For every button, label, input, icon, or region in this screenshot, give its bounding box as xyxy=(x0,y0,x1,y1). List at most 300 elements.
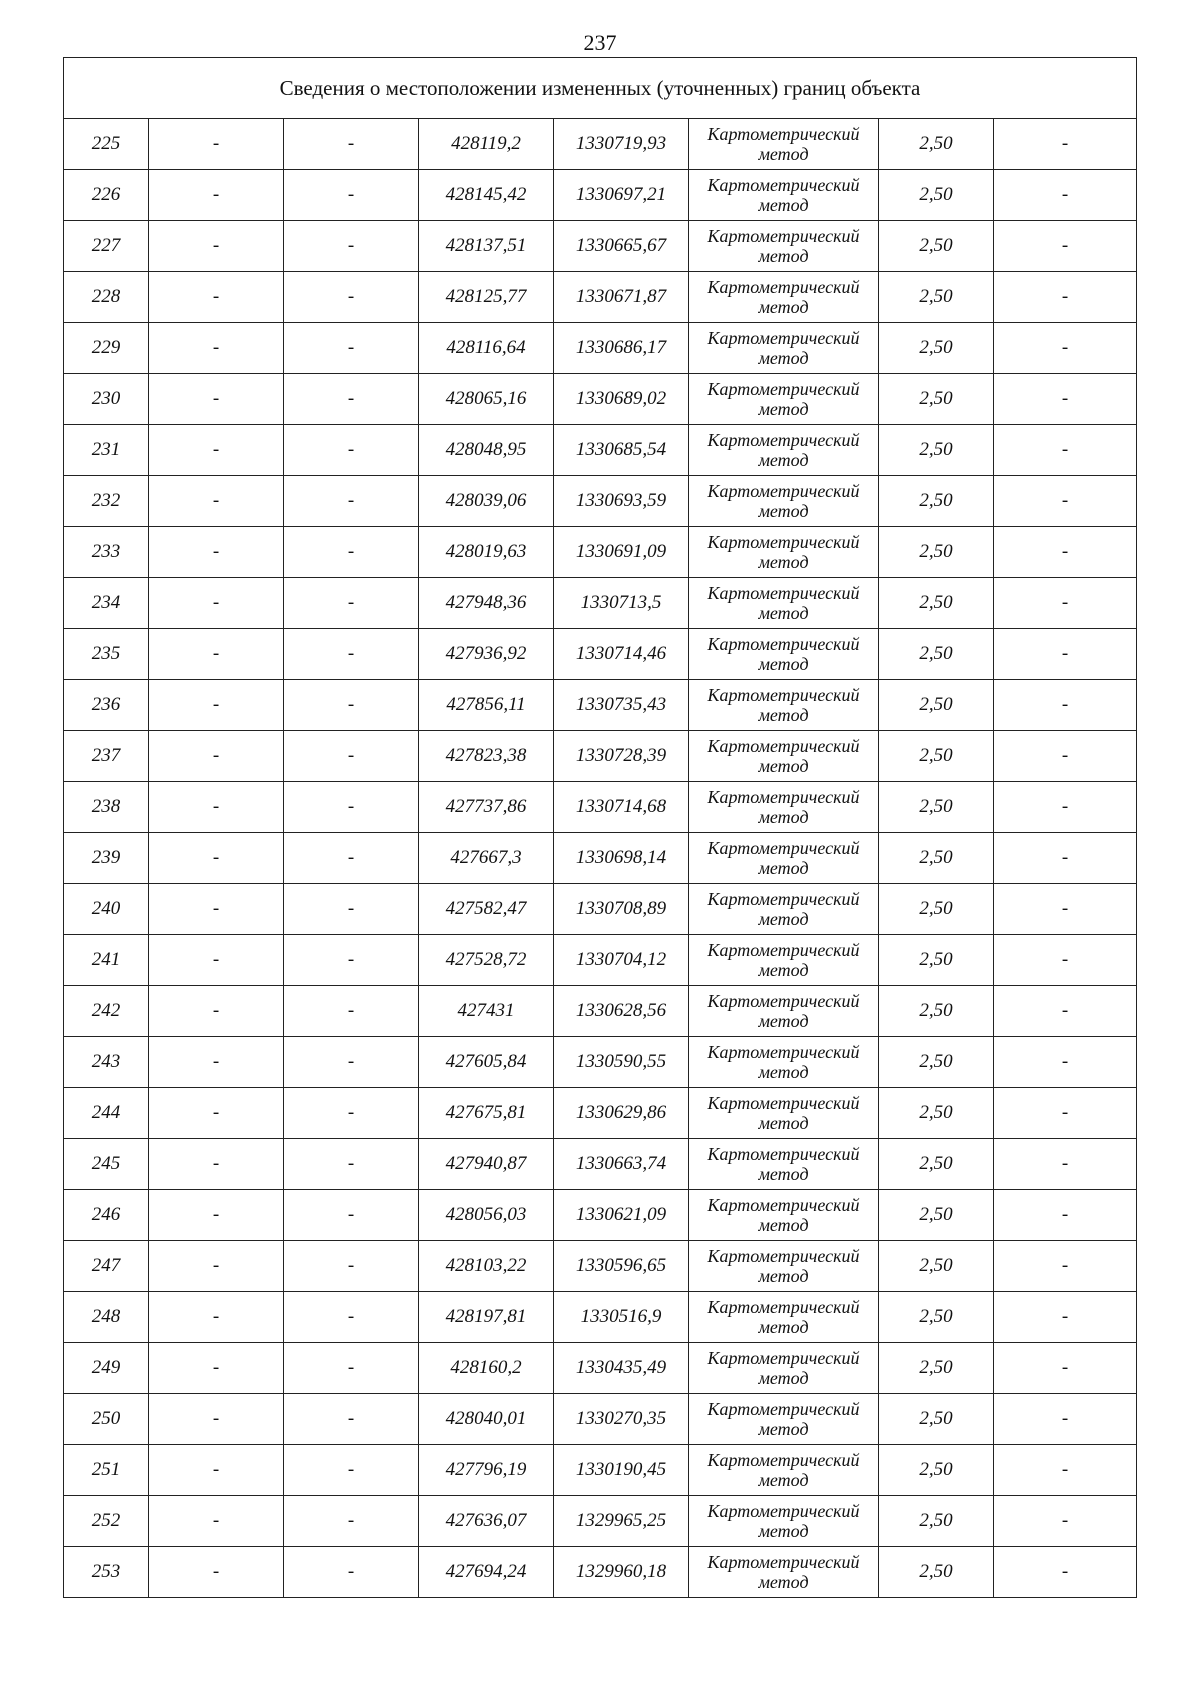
description-cell: - xyxy=(994,1088,1137,1139)
new-y-cell: 1330714,68 xyxy=(554,782,689,833)
new-x-cell: 427528,72 xyxy=(419,935,554,986)
method-cell xyxy=(689,1037,879,1088)
new-x-cell: 427694,24 xyxy=(419,1547,554,1598)
point-number-cell: 253 xyxy=(64,1547,149,1598)
point-number-cell: 246 xyxy=(64,1190,149,1241)
new-y-cell: 1330693,59 xyxy=(554,476,689,527)
precision-cell: 2,50 xyxy=(879,1088,994,1139)
method-cell xyxy=(689,1547,879,1598)
table-row xyxy=(64,782,1137,833)
method-line-2: метод xyxy=(758,1419,809,1439)
description-cell: - xyxy=(994,1394,1137,1445)
method-line-2: метод xyxy=(758,705,809,725)
new-x-cell: 428039,06 xyxy=(419,476,554,527)
new-x-cell: 427796,19 xyxy=(419,1445,554,1496)
new-y-cell: 1330590,55 xyxy=(554,1037,689,1088)
method-line-2: метод xyxy=(758,195,809,215)
method-line-1: Картометрический xyxy=(707,1195,860,1215)
new-x-cell: 427936,92 xyxy=(419,629,554,680)
new-x-cell: 427823,38 xyxy=(419,731,554,782)
method-cell xyxy=(689,476,879,527)
new-y-cell: 1330708,89 xyxy=(554,884,689,935)
new-y-cell: 1330691,09 xyxy=(554,527,689,578)
method-line-2: метод xyxy=(758,144,809,164)
method-line-1: Картометрический xyxy=(707,532,860,552)
method-line-2: метод xyxy=(758,1368,809,1388)
old-y-cell: - xyxy=(284,1547,419,1598)
new-x-cell: 428125,77 xyxy=(419,272,554,323)
old-y-cell: - xyxy=(284,1343,419,1394)
description-cell: - xyxy=(994,578,1137,629)
method-line-2: метод xyxy=(758,756,809,776)
table-row xyxy=(64,527,1137,578)
old-y-cell: - xyxy=(284,170,419,221)
old-y-cell: - xyxy=(284,1496,419,1547)
old-y-cell: - xyxy=(284,1139,419,1190)
point-number-cell: 249 xyxy=(64,1343,149,1394)
point-number-cell: 235 xyxy=(64,629,149,680)
table-row xyxy=(64,1241,1137,1292)
method-line-2: метод xyxy=(758,909,809,929)
method-cell xyxy=(689,680,879,731)
table-row xyxy=(64,833,1137,884)
old-x-cell: - xyxy=(149,986,284,1037)
method-cell xyxy=(689,782,879,833)
old-x-cell: - xyxy=(149,1241,284,1292)
new-x-cell: 427856,11 xyxy=(419,680,554,731)
precision-cell: 2,50 xyxy=(879,935,994,986)
new-y-cell: 1330713,5 xyxy=(554,578,689,629)
old-x-cell: - xyxy=(149,680,284,731)
table-title-row xyxy=(64,58,1137,119)
description-cell: - xyxy=(994,1445,1137,1496)
old-x-cell: - xyxy=(149,935,284,986)
old-x-cell: - xyxy=(149,833,284,884)
table-row xyxy=(64,476,1137,527)
old-x-cell: - xyxy=(149,221,284,272)
old-x-cell: - xyxy=(149,1139,284,1190)
new-x-cell: 427636,07 xyxy=(419,1496,554,1547)
precision-cell: 2,50 xyxy=(879,1241,994,1292)
method-line-1: Картометрический xyxy=(707,889,860,909)
new-x-cell: 428119,2 xyxy=(419,119,554,170)
table-row xyxy=(64,1343,1137,1394)
method-line-2: метод xyxy=(758,858,809,878)
old-x-cell: - xyxy=(149,782,284,833)
method-line-1: Картометрический xyxy=(707,634,860,654)
point-number-cell: 230 xyxy=(64,374,149,425)
method-line-1: Картометрический xyxy=(707,1501,860,1521)
description-cell: - xyxy=(994,323,1137,374)
description-cell: - xyxy=(994,1139,1137,1190)
table-row xyxy=(64,272,1137,323)
precision-cell: 2,50 xyxy=(879,1139,994,1190)
table-row xyxy=(64,1037,1137,1088)
point-number-cell: 237 xyxy=(64,731,149,782)
method-line-2: метод xyxy=(758,348,809,368)
new-x-cell: 427675,81 xyxy=(419,1088,554,1139)
old-y-cell: - xyxy=(284,986,419,1037)
description-cell: - xyxy=(994,170,1137,221)
description-cell: - xyxy=(994,221,1137,272)
table-row xyxy=(64,1496,1137,1547)
old-y-cell: - xyxy=(284,1394,419,1445)
description-cell: - xyxy=(994,833,1137,884)
table-row xyxy=(64,1445,1137,1496)
method-line-2: метод xyxy=(758,1470,809,1490)
description-cell: - xyxy=(994,1190,1137,1241)
method-cell xyxy=(689,731,879,782)
table-row xyxy=(64,884,1137,935)
new-y-cell: 1330735,43 xyxy=(554,680,689,731)
new-x-cell: 428160,2 xyxy=(419,1343,554,1394)
precision-cell: 2,50 xyxy=(879,1496,994,1547)
table-row xyxy=(64,935,1137,986)
old-x-cell: - xyxy=(149,1394,284,1445)
new-y-cell: 1330714,46 xyxy=(554,629,689,680)
old-x-cell: - xyxy=(149,629,284,680)
method-line-2: метод xyxy=(758,450,809,470)
precision-cell: 2,50 xyxy=(879,170,994,221)
method-line-2: метод xyxy=(758,399,809,419)
description-cell: - xyxy=(994,1037,1137,1088)
table-row xyxy=(64,680,1137,731)
new-x-cell: 428056,03 xyxy=(419,1190,554,1241)
table-row xyxy=(64,1547,1137,1598)
method-line-2: метод xyxy=(758,1521,809,1541)
description-cell: - xyxy=(994,1547,1137,1598)
table-row xyxy=(64,1394,1137,1445)
method-line-2: метод xyxy=(758,297,809,317)
point-number-cell: 240 xyxy=(64,884,149,935)
method-cell xyxy=(689,425,879,476)
method-line-1: Картометрический xyxy=(707,1348,860,1368)
old-y-cell: - xyxy=(284,1292,419,1343)
method-line-1: Картометрический xyxy=(707,1450,860,1470)
new-y-cell: 1330698,14 xyxy=(554,833,689,884)
method-cell xyxy=(689,221,879,272)
description-cell: - xyxy=(994,884,1137,935)
boundary-table xyxy=(63,57,1137,1598)
method-line-1: Картометрический xyxy=(707,124,860,144)
point-number-cell: 226 xyxy=(64,170,149,221)
old-y-cell: - xyxy=(284,425,419,476)
table-row xyxy=(64,1088,1137,1139)
precision-cell: 2,50 xyxy=(879,1037,994,1088)
method-line-2: метод xyxy=(758,1317,809,1337)
new-y-cell: 1330628,56 xyxy=(554,986,689,1037)
method-line-1: Картометрический xyxy=(707,175,860,195)
method-line-1: Картометрический xyxy=(707,1246,860,1266)
method-line-1: Картометрический xyxy=(707,991,860,1011)
method-cell xyxy=(689,1139,879,1190)
table-row xyxy=(64,629,1137,680)
method-line-2: метод xyxy=(758,1164,809,1184)
precision-cell: 2,50 xyxy=(879,629,994,680)
new-y-cell: 1329965,25 xyxy=(554,1496,689,1547)
new-x-cell: 427948,36 xyxy=(419,578,554,629)
old-y-cell: - xyxy=(284,680,419,731)
new-x-cell: 428145,42 xyxy=(419,170,554,221)
precision-cell: 2,50 xyxy=(879,221,994,272)
new-x-cell: 428116,64 xyxy=(419,323,554,374)
precision-cell: 2,50 xyxy=(879,1343,994,1394)
precision-cell: 2,50 xyxy=(879,731,994,782)
new-y-cell: 1330270,35 xyxy=(554,1394,689,1445)
method-line-1: Картометрический xyxy=(707,481,860,501)
table-row xyxy=(64,578,1137,629)
old-y-cell: - xyxy=(284,1190,419,1241)
new-y-cell: 1330596,65 xyxy=(554,1241,689,1292)
precision-cell: 2,50 xyxy=(879,833,994,884)
new-y-cell: 1330719,93 xyxy=(554,119,689,170)
point-number-cell: 243 xyxy=(64,1037,149,1088)
old-y-cell: - xyxy=(284,884,419,935)
method-line-1: Картометрический xyxy=(707,1297,860,1317)
point-number-cell: 227 xyxy=(64,221,149,272)
description-cell: - xyxy=(994,476,1137,527)
description-cell: - xyxy=(994,425,1137,476)
description-cell: - xyxy=(994,119,1137,170)
method-cell xyxy=(689,578,879,629)
table-row xyxy=(64,221,1137,272)
new-y-cell: 1330190,45 xyxy=(554,1445,689,1496)
method-line-2: метод xyxy=(758,1215,809,1235)
point-number-cell: 229 xyxy=(64,323,149,374)
method-cell xyxy=(689,323,879,374)
method-cell xyxy=(689,170,879,221)
old-x-cell: - xyxy=(149,374,284,425)
method-line-1: Картометрический xyxy=(707,379,860,399)
description-cell: - xyxy=(994,1496,1137,1547)
new-x-cell: 428065,16 xyxy=(419,374,554,425)
new-y-cell: 1330697,21 xyxy=(554,170,689,221)
new-x-cell: 428103,22 xyxy=(419,1241,554,1292)
precision-cell: 2,50 xyxy=(879,986,994,1037)
old-y-cell: - xyxy=(284,1037,419,1088)
method-line-2: метод xyxy=(758,603,809,623)
description-cell: - xyxy=(994,935,1137,986)
old-y-cell: - xyxy=(284,221,419,272)
point-number-cell: 236 xyxy=(64,680,149,731)
old-y-cell: - xyxy=(284,833,419,884)
method-line-2: метод xyxy=(758,1062,809,1082)
method-line-1: Картометрический xyxy=(707,328,860,348)
old-y-cell: - xyxy=(284,935,419,986)
point-number-cell: 248 xyxy=(64,1292,149,1343)
table-title: Сведения о местоположении измененных (уточненных) границ объекта xyxy=(64,58,1137,119)
point-number-cell: 245 xyxy=(64,1139,149,1190)
old-x-cell: - xyxy=(149,1343,284,1394)
method-cell xyxy=(689,119,879,170)
precision-cell: 2,50 xyxy=(879,1190,994,1241)
precision-cell: 2,50 xyxy=(879,1445,994,1496)
new-x-cell: 428137,51 xyxy=(419,221,554,272)
point-number-cell: 252 xyxy=(64,1496,149,1547)
precision-cell: 2,50 xyxy=(879,578,994,629)
new-y-cell: 1330689,02 xyxy=(554,374,689,425)
method-line-1: Картометрический xyxy=(707,1552,860,1572)
method-cell xyxy=(689,1241,879,1292)
precision-cell: 2,50 xyxy=(879,119,994,170)
precision-cell: 2,50 xyxy=(879,782,994,833)
method-line-1: Картометрический xyxy=(707,583,860,603)
new-y-cell: 1330686,17 xyxy=(554,323,689,374)
method-line-1: Картометрический xyxy=(707,1093,860,1113)
new-y-cell: 1330663,74 xyxy=(554,1139,689,1190)
new-x-cell: 427737,86 xyxy=(419,782,554,833)
table-row xyxy=(64,1292,1137,1343)
new-y-cell: 1330435,49 xyxy=(554,1343,689,1394)
new-x-cell: 428048,95 xyxy=(419,425,554,476)
description-cell: - xyxy=(994,1343,1137,1394)
description-cell: - xyxy=(994,986,1137,1037)
old-x-cell: - xyxy=(149,731,284,782)
table-row xyxy=(64,119,1137,170)
old-y-cell: - xyxy=(284,527,419,578)
table-row xyxy=(64,170,1137,221)
method-line-1: Картометрический xyxy=(707,226,860,246)
method-cell xyxy=(689,1394,879,1445)
description-cell: - xyxy=(994,629,1137,680)
method-line-1: Картометрический xyxy=(707,1042,860,1062)
old-x-cell: - xyxy=(149,1088,284,1139)
method-line-1: Картометрический xyxy=(707,736,860,756)
old-x-cell: - xyxy=(149,1292,284,1343)
old-x-cell: - xyxy=(149,578,284,629)
table-row xyxy=(64,1139,1137,1190)
precision-cell: 2,50 xyxy=(879,425,994,476)
new-y-cell: 1330728,39 xyxy=(554,731,689,782)
description-cell: - xyxy=(994,1292,1137,1343)
precision-cell: 2,50 xyxy=(879,527,994,578)
old-y-cell: - xyxy=(284,476,419,527)
method-cell xyxy=(689,1343,879,1394)
method-line-1: Картометрический xyxy=(707,277,860,297)
method-line-1: Картометрический xyxy=(707,1399,860,1419)
new-x-cell: 427667,3 xyxy=(419,833,554,884)
method-line-2: метод xyxy=(758,501,809,521)
method-line-2: метод xyxy=(758,1572,809,1592)
precision-cell: 2,50 xyxy=(879,680,994,731)
old-y-cell: - xyxy=(284,1445,419,1496)
method-cell xyxy=(689,272,879,323)
old-x-cell: - xyxy=(149,170,284,221)
point-number-cell: 250 xyxy=(64,1394,149,1445)
new-x-cell: 427940,87 xyxy=(419,1139,554,1190)
old-x-cell: - xyxy=(149,527,284,578)
new-y-cell: 1330516,9 xyxy=(554,1292,689,1343)
old-x-cell: - xyxy=(149,1496,284,1547)
point-number-cell: 247 xyxy=(64,1241,149,1292)
old-x-cell: - xyxy=(149,476,284,527)
new-y-cell: 1330629,86 xyxy=(554,1088,689,1139)
description-cell: - xyxy=(994,272,1137,323)
precision-cell: 2,50 xyxy=(879,1292,994,1343)
old-x-cell: - xyxy=(149,884,284,935)
point-number-cell: 251 xyxy=(64,1445,149,1496)
old-y-cell: - xyxy=(284,731,419,782)
method-cell xyxy=(689,374,879,425)
new-x-cell: 427582,47 xyxy=(419,884,554,935)
old-x-cell: - xyxy=(149,119,284,170)
method-line-1: Картометрический xyxy=(707,940,860,960)
point-number-cell: 228 xyxy=(64,272,149,323)
method-line-2: метод xyxy=(758,654,809,674)
method-line-2: метод xyxy=(758,807,809,827)
old-y-cell: - xyxy=(284,323,419,374)
method-line-1: Картометрический xyxy=(707,430,860,450)
table-row xyxy=(64,374,1137,425)
new-y-cell: 1330704,12 xyxy=(554,935,689,986)
description-cell: - xyxy=(994,782,1137,833)
method-cell xyxy=(689,629,879,680)
description-cell: - xyxy=(994,680,1137,731)
method-cell xyxy=(689,1445,879,1496)
method-cell xyxy=(689,1496,879,1547)
old-x-cell: - xyxy=(149,1547,284,1598)
old-y-cell: - xyxy=(284,1241,419,1292)
table-row xyxy=(64,986,1137,1037)
point-number-cell: 225 xyxy=(64,119,149,170)
table-row xyxy=(64,1190,1137,1241)
method-line-1: Картометрический xyxy=(707,787,860,807)
old-y-cell: - xyxy=(284,629,419,680)
point-number-cell: 231 xyxy=(64,425,149,476)
method-line-1: Картометрический xyxy=(707,838,860,858)
point-number-cell: 233 xyxy=(64,527,149,578)
old-y-cell: - xyxy=(284,119,419,170)
precision-cell: 2,50 xyxy=(879,884,994,935)
new-y-cell: 1330665,67 xyxy=(554,221,689,272)
new-x-cell: 428019,63 xyxy=(419,527,554,578)
new-x-cell: 428040,01 xyxy=(419,1394,554,1445)
description-cell: - xyxy=(994,527,1137,578)
old-x-cell: - xyxy=(149,1190,284,1241)
description-cell: - xyxy=(994,374,1137,425)
new-y-cell: 1330621,09 xyxy=(554,1190,689,1241)
method-line-1: Картометрический xyxy=(707,685,860,705)
point-number-cell: 238 xyxy=(64,782,149,833)
precision-cell: 2,50 xyxy=(879,272,994,323)
old-x-cell: - xyxy=(149,272,284,323)
method-line-2: метод xyxy=(758,960,809,980)
new-y-cell: 1329960,18 xyxy=(554,1547,689,1598)
table-row xyxy=(64,323,1137,374)
method-line-2: метод xyxy=(758,1113,809,1133)
method-cell xyxy=(689,935,879,986)
new-y-cell: 1330685,54 xyxy=(554,425,689,476)
point-number-cell: 242 xyxy=(64,986,149,1037)
method-line-1: Картометрический xyxy=(707,1144,860,1164)
precision-cell: 2,50 xyxy=(879,476,994,527)
table-row xyxy=(64,425,1137,476)
old-y-cell: - xyxy=(284,1088,419,1139)
old-x-cell: - xyxy=(149,1445,284,1496)
method-cell xyxy=(689,884,879,935)
new-x-cell: 427431 xyxy=(419,986,554,1037)
point-number-cell: 244 xyxy=(64,1088,149,1139)
method-cell xyxy=(689,986,879,1037)
old-y-cell: - xyxy=(284,374,419,425)
method-cell xyxy=(689,527,879,578)
description-cell: - xyxy=(994,731,1137,782)
old-x-cell: - xyxy=(149,425,284,476)
method-cell xyxy=(689,1292,879,1343)
precision-cell: 2,50 xyxy=(879,323,994,374)
method-cell xyxy=(689,1190,879,1241)
new-y-cell: 1330671,87 xyxy=(554,272,689,323)
